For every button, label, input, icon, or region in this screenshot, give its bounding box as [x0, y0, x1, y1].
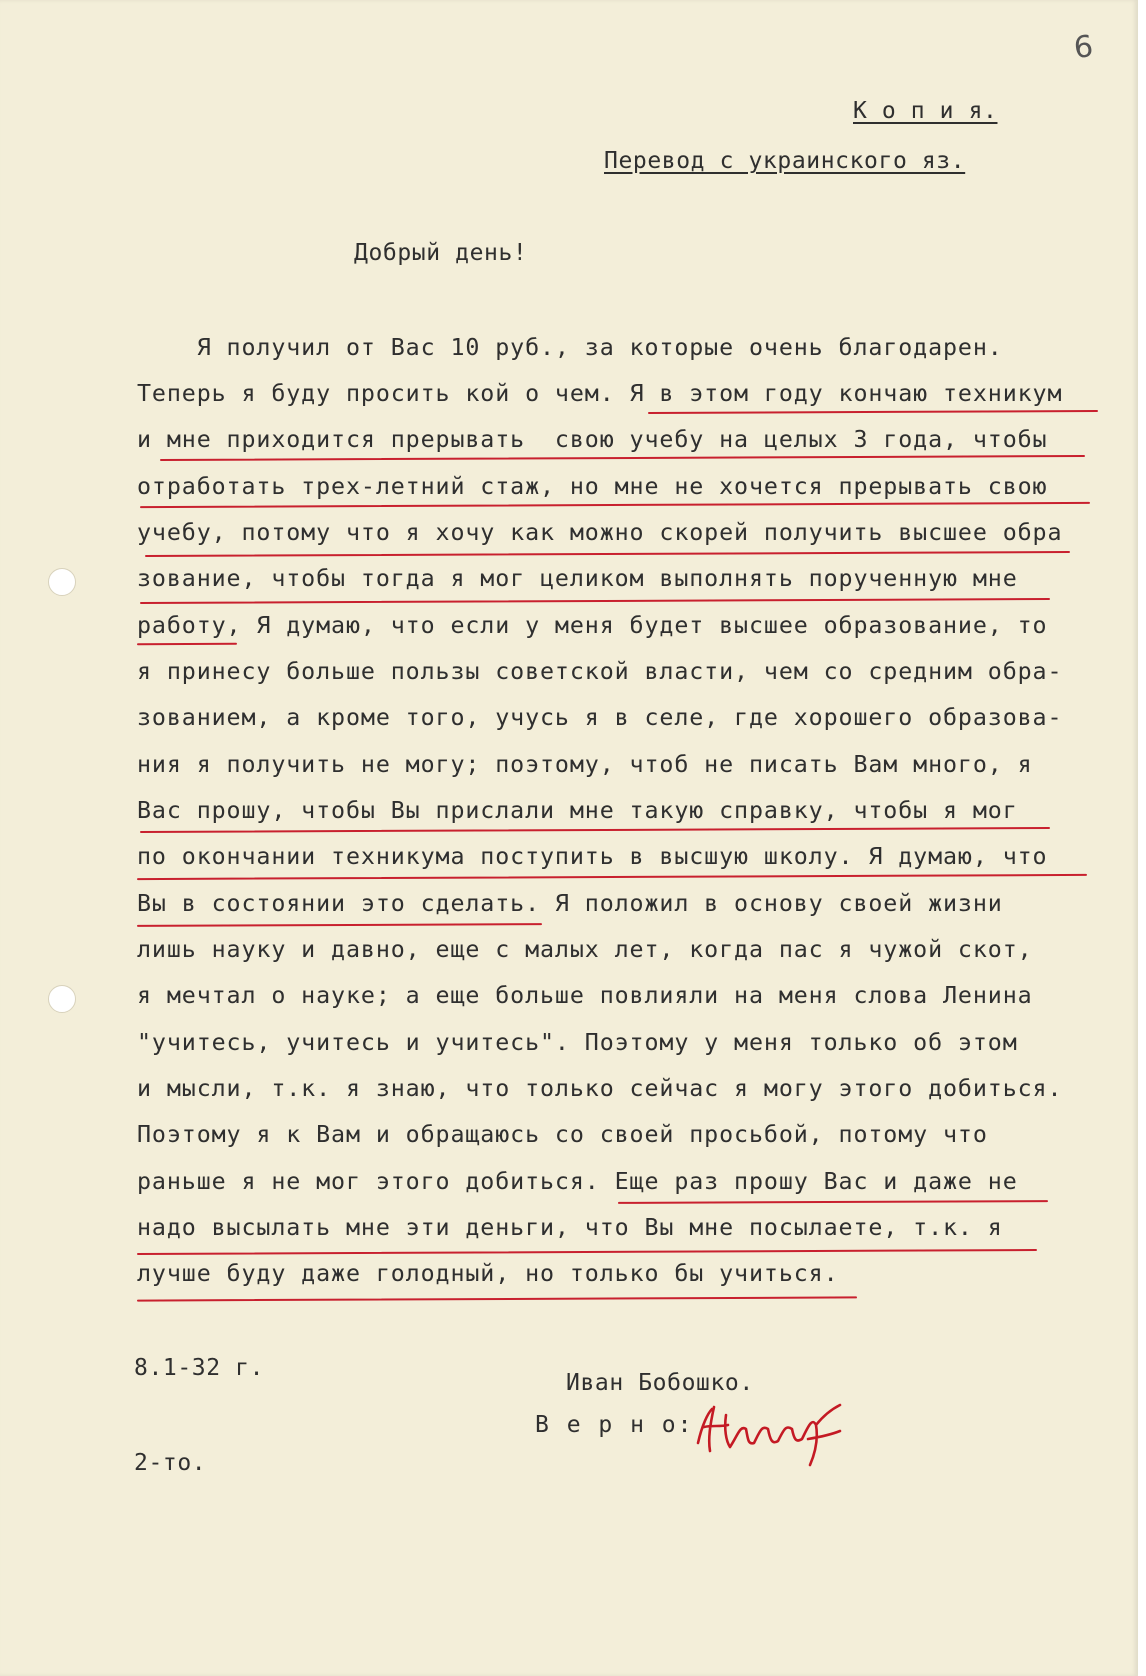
copies-note: 2-то.	[134, 1450, 207, 1476]
copy-label: К о п и я.	[853, 98, 998, 124]
body-line: лучше буду даже голодный, но только бы учиться.	[137, 1260, 839, 1287]
body-line: отработать трех-летний стаж, но мне не хочется прерывать свою	[137, 473, 1048, 500]
body-line: работу, Я думаю, что если у меня будет высшее образование, то	[137, 612, 1048, 639]
body-line: и мысли, т.к. я знаю, что только сейчас я могу этого добиться.	[137, 1075, 1063, 1102]
translation-note: Перевод с украинского яз.	[604, 148, 966, 174]
body-line: "учитесь, учитесь и учитесь". Поэтому у меня только об этом	[137, 1029, 1018, 1056]
body-line: Вас прошу, чтобы Вы прислали мне такую справку, чтобы я мог	[137, 797, 1018, 824]
greeting: Добрый день!	[354, 240, 528, 266]
red-underline	[137, 643, 237, 645]
certified-label: В е р н о:	[535, 1412, 694, 1438]
body-line: я мечтал о науке; а еще больше повлияли на меня слова Ленина	[137, 982, 1033, 1009]
handwritten-signature	[690, 1395, 910, 1475]
punch-hole	[48, 985, 76, 1013]
body-line: ния я получить не могу; поэтому, чтоб не писать Вам много, я	[137, 751, 1033, 778]
page-edge	[1138, 0, 1146, 1676]
body-line: лишь науку и давно, еще с малых лет, когда пас я чужой скот,	[137, 936, 1033, 963]
body-line: учебу, потому что я хочу как можно скорей получить высшее обра	[137, 519, 1063, 546]
letter-date: 8.1-32 г.	[134, 1355, 265, 1381]
letter-author: Иван Бобошко.	[566, 1370, 754, 1396]
body-line: Вы в состоянии это сделать. Я положил в основу своей жизни	[137, 890, 1003, 917]
body-line: Теперь я буду просить кой о чем. Я в этом году кончаю техникум	[137, 380, 1063, 407]
body-line: раньше я не мог этого добиться. Еще раз прошу Вас и даже не	[137, 1168, 1018, 1195]
punch-hole	[48, 568, 76, 596]
body-line: Я получил от Вас 10 руб., за которые очень благодарен.	[137, 334, 1003, 361]
body-line: и мне приходится прерывать свою учебу на целых 3 года, чтобы	[137, 426, 1048, 453]
body-line: Поэтому я к Вам и обращаюсь со своей просьбой, потому что	[137, 1121, 988, 1148]
body-line: надо высылать мне эти деньги, что Вы мне посылаете, т.к. я	[137, 1214, 1003, 1241]
body-line: зование, чтобы тогда я мог целиком выполнять порученную мне	[137, 565, 1018, 592]
page-number: 6	[1072, 29, 1095, 66]
body-line: я принесу больше пользы советской власти, чем со средним обра-	[137, 658, 1063, 685]
body-line: зованием, а кроме того, учусь я в селе, где хорошего образова-	[137, 704, 1063, 731]
body-line: по окончании техникума поступить в высшую школу. Я думаю, что	[137, 843, 1048, 870]
